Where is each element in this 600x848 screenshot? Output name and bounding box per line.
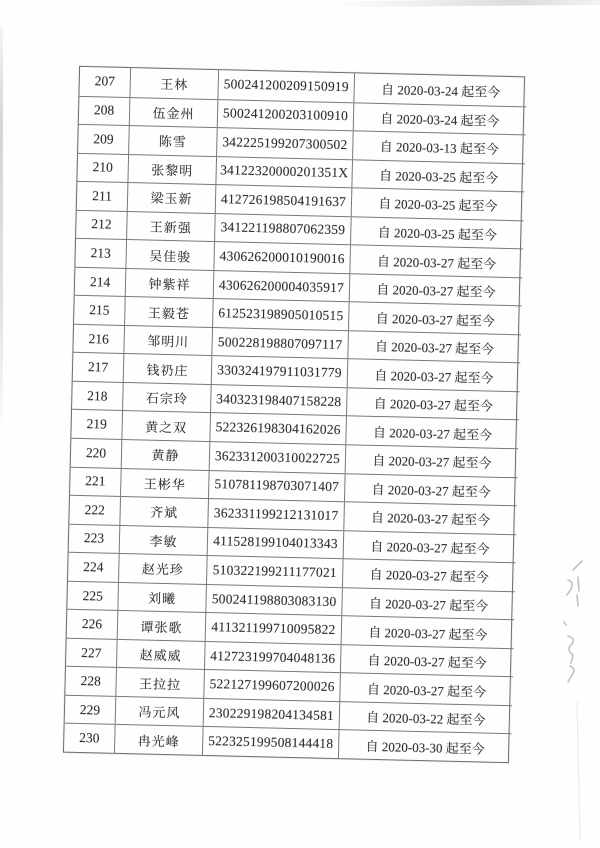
cell-period: 自 2020-03-27 起至今 [341, 616, 515, 648]
cell-name: 伍金州 [129, 98, 218, 128]
cell-period: 自 2020-03-13 起至今 [352, 131, 526, 163]
cell-period: 自 2020-03-27 起至今 [346, 388, 520, 420]
cell-id_number: 510322199211177021 [206, 556, 343, 587]
cell-no: 214 [89, 273, 111, 290]
cell-id_number: 522127199607200026 [203, 670, 340, 701]
cell-no: 209 [93, 131, 114, 147]
scan-crease-line [577, 702, 580, 840]
cell-no: 228 [80, 673, 101, 689]
cell-name: 赵光珍 [118, 554, 207, 584]
cell-period: 自 2020-03-27 起至今 [349, 246, 523, 278]
cell-no: 218 [87, 387, 108, 404]
cell-name: 石宗玲 [122, 383, 211, 413]
handwriting-bleedthrough-marks [556, 552, 600, 848]
cell-id_number: 412726198504191637 [215, 185, 352, 216]
cell-no: 217 [87, 359, 109, 375]
cell-period: 自 2020-03-24 起至今 [353, 73, 527, 106]
cell-period: 自 2020-03-25 起至今 [351, 188, 525, 220]
cell-no: 229 [79, 701, 101, 718]
cell-period: 自 2020-03-27 起至今 [345, 445, 519, 477]
cell-no: 221 [85, 473, 106, 489]
cell-no: 210 [92, 159, 114, 176]
cell-id_number: 500241200209150919 [217, 70, 354, 102]
cell-id_number: 230229198204134581 [203, 699, 340, 730]
cell-no: 216 [88, 330, 110, 347]
records-table [63, 66, 525, 763]
cell-period: 自 2020-03-25 起至今 [350, 217, 524, 249]
cell-period: 自 2020-03-27 起至今 [343, 531, 517, 563]
cell-name: 赵威威 [116, 640, 205, 670]
cell-period: 自 2020-03-27 起至今 [347, 331, 521, 363]
cell-id_number: 500241198803083130 [205, 585, 342, 616]
cell-period: 自 2020-03-25 起至今 [351, 160, 525, 192]
cell-id_number: 612523198905010515 [212, 299, 349, 330]
cell-name: 邹明川 [123, 326, 212, 356]
cell-period: 自 2020-03-27 起至今 [342, 559, 516, 591]
cell-name: 冯元风 [115, 697, 204, 727]
cell-no: 211 [92, 188, 113, 204]
cell-id_number: 411528199104013343 [207, 528, 344, 559]
cell-no: 223 [83, 530, 105, 546]
scan-smudge-top-right [330, 0, 600, 7]
cell-id_number: 341221198807062359 [214, 214, 351, 245]
cell-name: 王林 [129, 68, 218, 99]
cell-period: 自 2020-03-27 起至今 [341, 588, 515, 620]
cell-no: 226 [81, 616, 103, 632]
cell-period: 自 2020-03-24 起至今 [353, 103, 527, 135]
cell-no: 227 [81, 644, 102, 661]
cell-no: 215 [89, 302, 110, 318]
cell-name: 张黎明 [127, 155, 216, 185]
cell-period: 自 2020-03-22 起至今 [339, 702, 513, 734]
cell-name: 王毅苍 [124, 297, 213, 327]
cell-no: 207 [94, 73, 116, 89]
cell-name: 谭张歌 [117, 611, 206, 641]
cell-id_number: 330324197911031779 [211, 356, 348, 387]
cell-no: 219 [86, 416, 108, 432]
cell-name: 王新强 [126, 212, 215, 242]
cell-name: 黄之双 [121, 411, 210, 441]
cell-name: 王彬华 [120, 469, 209, 499]
cell-period: 自 2020-03-27 起至今 [339, 674, 513, 706]
cell-no: 222 [84, 501, 106, 518]
cell-id_number: 500241200203100910 [217, 100, 354, 131]
cell-id_number: 34122320000201351X [215, 157, 352, 188]
cell-id_number: 362331200310022725 [209, 442, 346, 473]
cell-period: 自 2020-03-27 起至今 [340, 645, 514, 677]
cell-name: 刘曦 [117, 583, 206, 613]
cell-period: 自 2020-03-27 起至今 [347, 360, 521, 392]
cell-no: 208 [93, 102, 115, 118]
cell-id_number: 412723199704048136 [204, 642, 341, 673]
scan-edge-artifact-left [0, 26, 3, 421]
cell-period: 自 2020-03-27 起至今 [343, 502, 517, 534]
cell-no: 213 [90, 245, 112, 261]
cell-period: 自 2020-03-27 起至今 [348, 303, 522, 335]
cell-name: 钱礽庄 [123, 354, 212, 384]
cell-id_number: 522325199508144418 [202, 727, 339, 758]
cell-name: 梁玉新 [127, 183, 216, 213]
cell-id_number: 430626200004035917 [213, 271, 350, 302]
cell-no: 212 [91, 216, 112, 233]
cell-name: 王拉拉 [115, 668, 204, 698]
cell-id_number: 522326198304162026 [209, 414, 346, 445]
cell-name: 黄静 [121, 440, 210, 470]
cell-period: 自 2020-03-27 起至今 [344, 474, 518, 506]
cell-name: 陈雪 [128, 126, 217, 156]
cell-no: 230 [79, 730, 100, 746]
cell-name: 李敏 [119, 526, 208, 556]
cell-id_number: 340323198407158228 [210, 385, 347, 416]
cell-name: 吴佳骏 [125, 240, 214, 270]
cell-name: 钟紫祥 [125, 269, 214, 299]
cell-no: 220 [85, 444, 107, 461]
cell-period: 自 2020-03-27 起至今 [349, 274, 523, 306]
cell-no: 225 [82, 587, 103, 604]
cell-id_number: 411321199710095822 [205, 613, 342, 644]
cell-id_number: 430626200010190016 [213, 242, 350, 273]
cell-name: 齐斌 [119, 497, 208, 527]
cell-period: 自 2020-03-30 起至今 [338, 731, 512, 763]
cell-id_number: 510781198703071407 [208, 471, 345, 502]
cell-id_number: 500228198807097117 [211, 328, 348, 359]
cell-id_number: 342225199207300502 [216, 128, 353, 159]
cell-name: 冉光峰 [114, 725, 203, 755]
cell-no: 224 [83, 559, 104, 575]
cell-id_number: 362331199212131017 [207, 499, 344, 530]
cell-period: 自 2020-03-27 起至今 [345, 417, 519, 449]
